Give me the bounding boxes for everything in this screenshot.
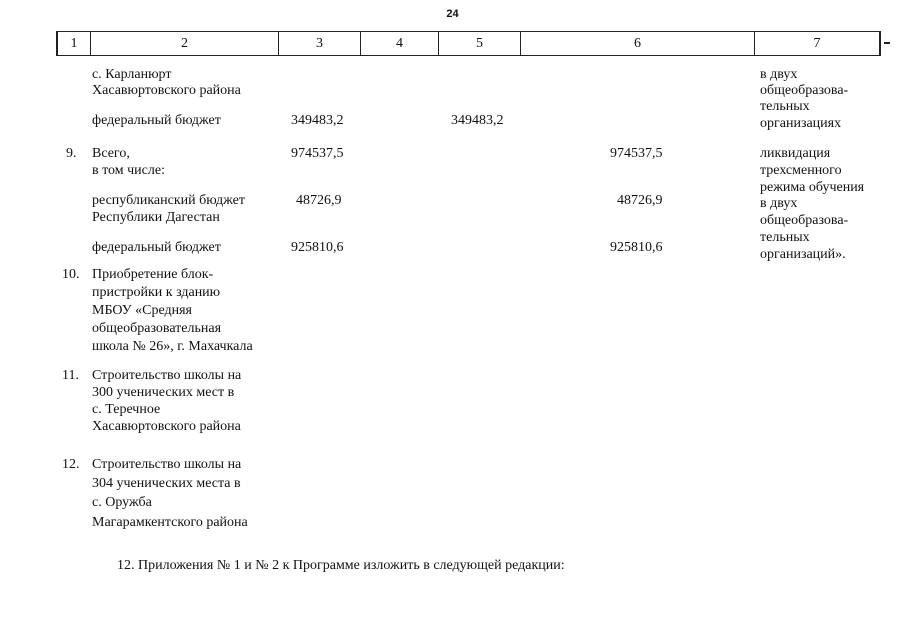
row9-col7-line: режима обучения xyxy=(760,180,865,195)
header-col-5: 5 xyxy=(439,32,521,55)
header-edge-mark xyxy=(884,42,890,44)
row12-number: 12. xyxy=(62,457,80,472)
top-entry-federal-col3: 349483,2 xyxy=(291,113,344,128)
row9-rep-label-line: Республики Дагестан xyxy=(92,210,220,225)
header-col-2: 2 xyxy=(91,32,279,55)
row9-rep-col3: 48726,9 xyxy=(296,193,342,208)
row9-col7-line: трехсменного xyxy=(760,163,842,178)
row9-col7-line: организаций». xyxy=(760,247,846,262)
row9-rep-label-line: республиканский бюджет xyxy=(92,193,245,208)
row11-line: с. Теречное xyxy=(92,402,161,417)
page-number: 24 xyxy=(446,8,459,20)
top-entry-col7-line: организациях xyxy=(760,116,842,131)
row9-col7-line: ликвидация xyxy=(760,146,831,161)
row9-fed-label: федеральный бюджет xyxy=(92,240,221,255)
row9-fed-col6: 925810,6 xyxy=(610,240,663,255)
row9-title-line: в том числе: xyxy=(92,163,165,178)
closing-paragraph: 12. Приложения № 1 и № 2 к Программе изложить в следующей редакции: xyxy=(117,558,565,573)
row11-number: 11. xyxy=(62,368,79,383)
top-entry-federal-col5: 349483,2 xyxy=(451,113,504,128)
row12-line: с. Оружба xyxy=(92,495,152,510)
header-col-6: 6 xyxy=(521,32,755,55)
row9-title-line: Всего, xyxy=(92,146,130,161)
top-entry-col7-line: тельных xyxy=(760,99,810,114)
row12-line: Магарамкентского района xyxy=(92,515,248,530)
row10-line: МБОУ «Средняя xyxy=(92,303,192,318)
row11-line: Строительство школы на xyxy=(92,368,242,383)
header-col-7: 7 xyxy=(813,36,821,51)
row11-line: Хасавюртовского района xyxy=(92,419,241,434)
row10-line: Приобретение блок- xyxy=(92,267,214,282)
row10-line: школа № 26», г. Махачкала xyxy=(92,339,253,354)
row12-line: 304 ученических места в xyxy=(92,476,241,491)
table-header xyxy=(56,31,881,56)
row9-col7-line: общеобразова- xyxy=(760,213,849,228)
row11-line: 300 ученических мест в xyxy=(92,385,235,400)
top-entry-title-line: Хасавюртовского района xyxy=(92,83,241,98)
top-entry-federal-label: федеральный бюджет xyxy=(92,113,221,128)
header-col-1: 1 xyxy=(58,32,91,55)
row9-number: 9. xyxy=(66,146,77,161)
top-entry-title-line: с. Карланюрт xyxy=(92,67,172,82)
row9-rep-col6: 48726,9 xyxy=(617,193,663,208)
top-entry-col7-line: общеобразова- xyxy=(760,83,849,98)
header-col-4: 4 xyxy=(361,32,439,55)
row12-line: Строительство школы на xyxy=(92,457,242,472)
row10-line: пристройки к зданию xyxy=(92,285,221,300)
row9-fed-col3: 925810,6 xyxy=(291,240,344,255)
row9-col7-line: тельных xyxy=(760,230,810,245)
top-entry-col7-line: в двух xyxy=(760,67,798,82)
row9-col7-line: в двух xyxy=(760,196,798,211)
header-col-3: 3 xyxy=(279,32,361,55)
row9-total-col3: 974537,5 xyxy=(291,146,344,161)
row10-line: общеобразовательная xyxy=(92,321,222,336)
row10-number: 10. xyxy=(62,267,80,282)
row9-total-col6: 974537,5 xyxy=(610,146,663,161)
